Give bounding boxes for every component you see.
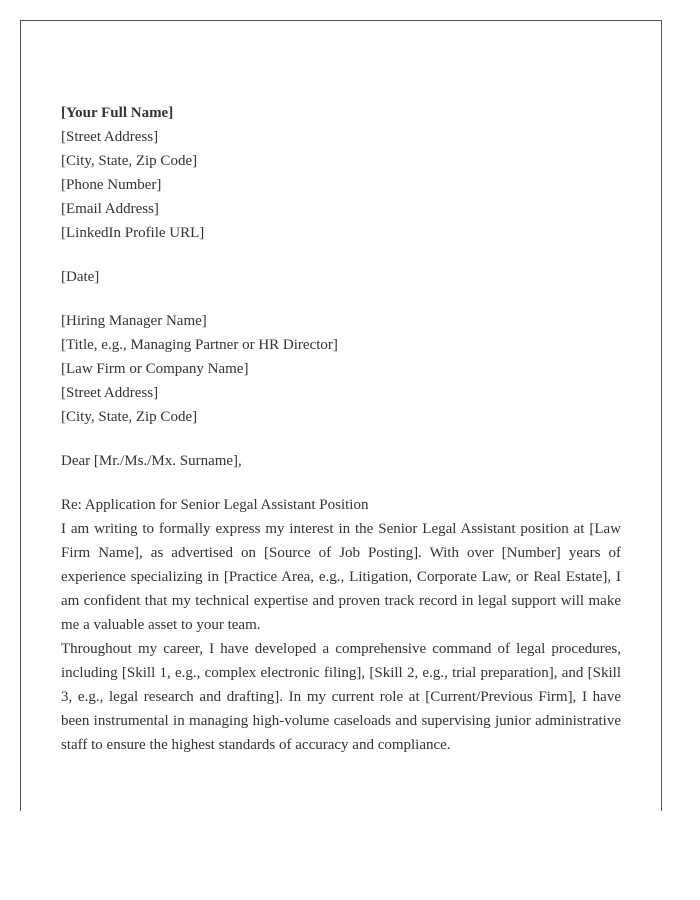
sender-street: [Street Address] — [61, 129, 159, 145]
letter-page — [20, 20, 662, 811]
sender-phone: [Phone Number] — [61, 177, 162, 193]
salutation-block — [61, 449, 621, 473]
recipient-city-state-zip: [City, State, Zip Code] — [61, 409, 198, 425]
sender-block — [61, 101, 621, 245]
subject-line: Re: Application for Senior Legal Assistant Position — [61, 497, 369, 513]
sender-email: [Email Address] — [61, 201, 159, 217]
date-block — [61, 265, 621, 289]
body-paragraph-1: I am writing to formally express my interest in the Senior Legal Assistant position at [Law Firm Name], as advertised on [Source of Job Posting]. With over [Number] years of experience specializing in [Practice Area, e.g., Litigation, Corporate Law, or Real Estate], I am confident that my technical expertise and proven track record in legal support will make me a valuable asset to your team. — [61, 521, 621, 633]
letter-content — [61, 101, 621, 757]
recipient-street: [Street Address] — [61, 385, 159, 401]
recipient-company: [Law Firm or Company Name] — [61, 361, 249, 377]
recipient-block — [61, 309, 621, 429]
recipient-name: [Hiring Manager Name] — [61, 313, 207, 329]
recipient-title: [Title, e.g., Managing Partner or HR Director] — [61, 337, 338, 353]
sender-name: [Your Full Name] — [61, 105, 174, 121]
sender-city-state-zip: [City, State, Zip Code] — [61, 153, 198, 169]
subject-block — [61, 493, 621, 517]
sender-linkedin: [LinkedIn Profile URL] — [61, 225, 205, 241]
letter-date: [Date] — [61, 269, 100, 285]
salutation: Dear [Mr./Ms./Mx. Surname], — [61, 453, 242, 469]
body-paragraph-2: Throughout my career, I have developed a comprehensive command of legal procedures, including [Skill 1, e.g., complex electronic filing], [Skill 2, e.g., trial preparation], and [Skill 3, e.g., legal research and drafting]. In my current role at [Current/Previous Firm], I have been instrumental in managing high-volume caseloads and supervising junior administrative staff to ensure the highest standards of accuracy and compliance. — [61, 641, 621, 753]
